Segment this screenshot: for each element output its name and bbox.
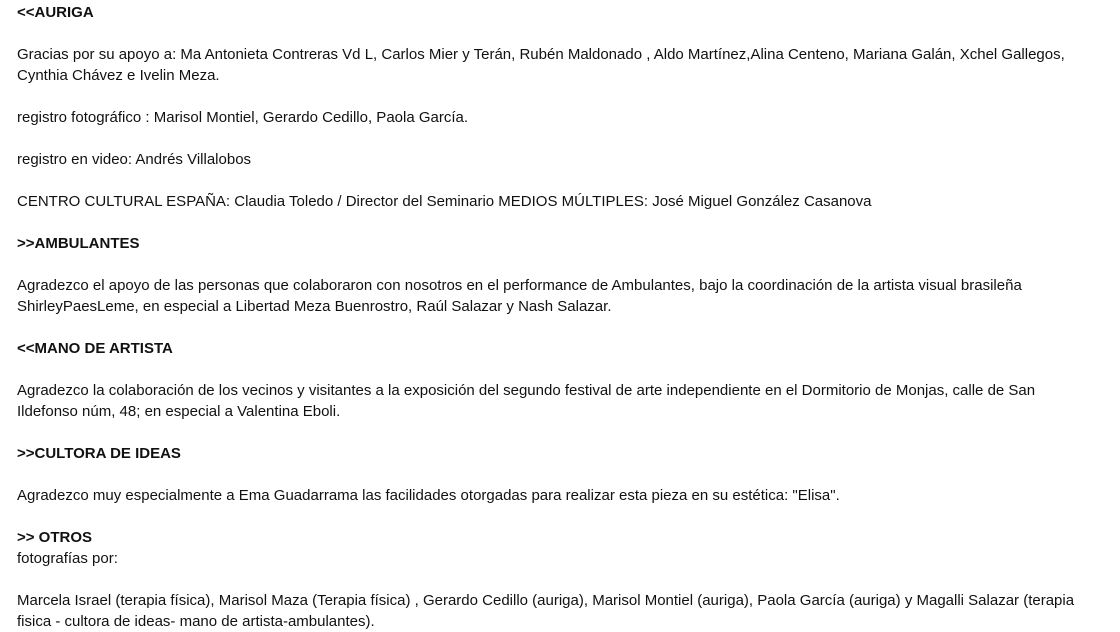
spacer — [17, 422, 1080, 443]
spacer — [17, 23, 1080, 44]
cultora-de-ideas-paragraph: Agradezco muy especialmente a Ema Guadarrama las facilidades otorgadas para realizar esta pieza en su estética: "Elisa". — [17, 487, 840, 504]
spacer — [17, 212, 1080, 233]
otros-paragraph: Marcela Israel (terapia física), Marisol Maza (Terapia física) , Gerardo Cedillo (auriga), Marisol Montiel (auriga), Paola García (auriga) y Magalli Salazar (terapia fisica - cultora de ideas- mano de artista-ambulantes). — [17, 592, 1075, 630]
auriga-video-record-paragraph: registro en video: Andrés Villalobos — [17, 151, 252, 168]
otros-heading: >> OTROS — [17, 529, 93, 546]
spacer — [17, 86, 1080, 107]
otros-subheading: fotografías por: — [17, 550, 118, 567]
auriga-thanks-paragraph: Gracias por su apoyo a: Ma Antonieta Contreras Vd L, Carlos Mier y Terán, Rubén Maldonado , Aldo Martínez,Alina Centeno, Mariana Galán, Xchel Gallegos, Cynthia Chávez e Ivelin Meza. — [17, 46, 1065, 84]
spacer — [17, 359, 1080, 380]
cultora-de-ideas-heading: >>CULTORA DE IDEAS — [17, 445, 181, 462]
auriga-center-paragraph: CENTRO CULTURAL ESPAÑA: Claudia Toledo / Director del Seminario MEDIOS MÚLTIPLES: José Miguel González Casanova — [17, 193, 872, 210]
spacer — [17, 317, 1080, 338]
ambulantes-heading: >>AMBULANTES — [17, 235, 140, 252]
spacer — [17, 506, 1080, 527]
spacer — [17, 464, 1080, 485]
spacer — [17, 569, 1080, 590]
mano-de-artista-paragraph: Agradezco la colaboración de los vecinos y visitantes a la exposición del segundo festival de arte independiente en el Dormitorio de Monjas, calle de San Ildefonso núm, 48; en especial a Valentina Eboli. — [17, 382, 1036, 420]
spacer — [17, 254, 1080, 275]
mano-de-artista-heading: <<MANO DE ARTISTA — [17, 340, 173, 357]
ambulantes-paragraph: Agradezco el apoyo de las personas que colaboraron con nosotros en el performance de Ambulantes, bajo la coordinación de la artista visual brasileña ShirleyPaesLeme, en especial a Libertad Meza Buenrostro, Raúl Salazar y Nash Salazar. — [17, 277, 1022, 315]
auriga-heading: <<AURIGA — [17, 4, 94, 21]
spacer — [17, 128, 1080, 149]
spacer — [17, 170, 1080, 191]
auriga-photo-record-paragraph: registro fotográfico : Marisol Montiel, Gerardo Cedillo, Paola García. — [17, 109, 469, 126]
